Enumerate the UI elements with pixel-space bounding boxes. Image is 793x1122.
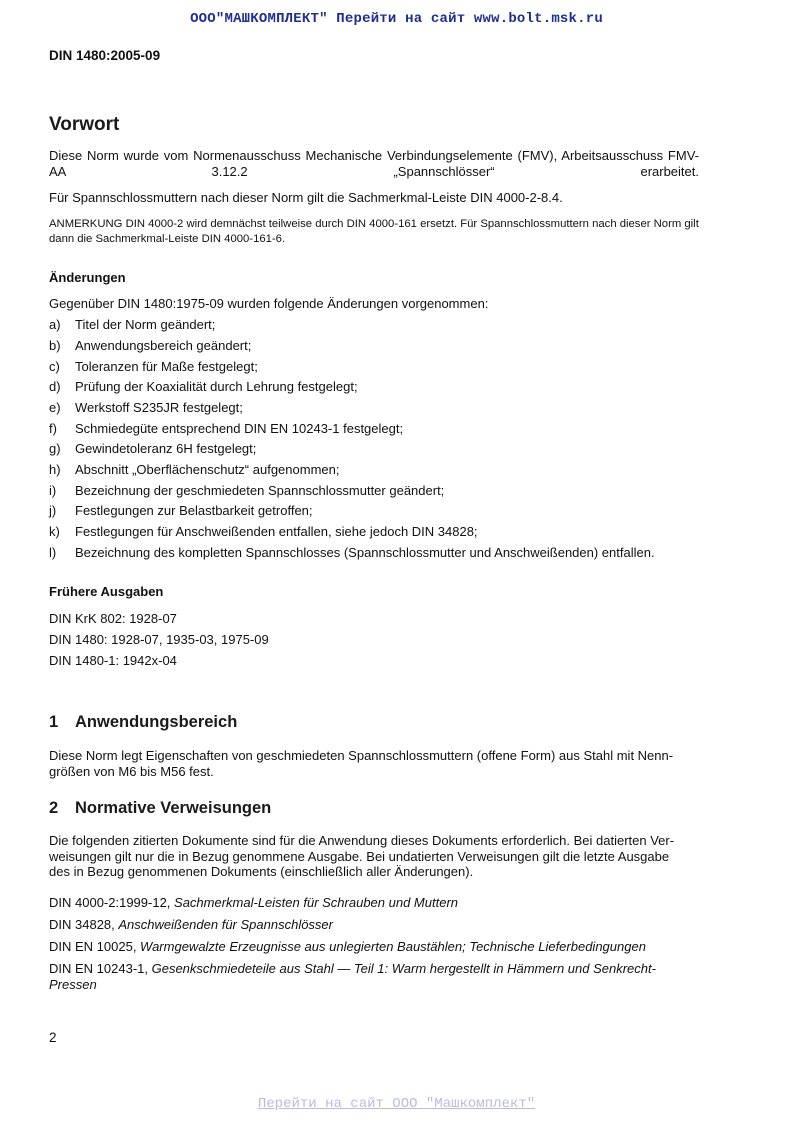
reference-id: DIN 4000-2:1999-12, [49, 895, 175, 910]
reference-title: Gesenkschmiedeteile aus Stahl — Teil 1: Warm hergestellt in Hämmern und Senkrecht-Pressen [49, 961, 656, 992]
changes-item-text: Gewindetoleranz 6H festgelegt; [75, 441, 257, 456]
changes-item-label: c) [49, 359, 60, 374]
changes-item [49, 338, 251, 354]
site-link-banner[interactable]: ООО"МАШКОМПЛЕКТ" Перейти на сайт www.bolt.msk.ru [190, 11, 603, 27]
changes-item [49, 503, 313, 519]
changes-item-label: f) [49, 421, 57, 436]
changes-item [49, 379, 358, 395]
changes-item-text: Werkstoff S235JR festgelegt; [75, 400, 243, 415]
foreword-paragraph-1: Diese Norm wurde vom Normenausschuss Mechanische Verbindungselemente (FMV), Arbeitsausschuss FMV-AA 3.12.2 „Spannschlösser“ erarbeitet. [49, 148, 699, 179]
changes-item [49, 545, 655, 561]
changes-item-label: b) [49, 338, 61, 353]
changes-item-text: Bezeichnung des kompletten Spannschlosses (Spannschlossmutter und Anschweißenden) entfallen. [75, 545, 655, 560]
normative-reference [49, 939, 699, 955]
reference-title: Warmgewalzte Erzeugnisse aus unlegierten Baustählen; Technische Lieferbedingungen [140, 939, 646, 954]
section-title: Normative Verweisungen [75, 799, 272, 817]
changes-item-label: g) [49, 441, 61, 456]
foreword-heading: Vorwort [49, 114, 120, 135]
section-2-heading [49, 799, 271, 818]
section-1-heading [49, 713, 237, 732]
foreword-paragraph-2: Für Spannschlossmuttern nach dieser Norm gilt die Sachmerkmal-Leiste DIN 4000-2-8.4. [49, 190, 563, 205]
section-title: Anwendungsbereich [75, 713, 238, 731]
section-number: 1 [49, 713, 59, 731]
changes-item [49, 400, 243, 416]
section-1-line-2: größen von M6 bis M56 fest. [49, 764, 214, 779]
earlier-edition-line: DIN 1480-1: 1942x-04 [49, 653, 177, 668]
reference-title: Sachmerkmal-Leisten für Schrauben und Muttern [174, 895, 459, 910]
section-1-line-1: Diese Norm legt Eigenschaften von geschmiedeten Spannschlossmuttern (offene Form) aus Stahl mit Nenn- [49, 748, 674, 763]
normative-reference [49, 961, 669, 993]
changes-intro: Gegenüber DIN 1480:1975-09 wurden folgende Änderungen vorgenommen: [49, 296, 489, 311]
changes-item-text: Festlegungen für Anschweißenden entfallen, siehe jedoch DIN 34828; [75, 524, 478, 539]
changes-item [49, 483, 444, 499]
changes-item [49, 462, 339, 478]
section-number: 2 [49, 799, 59, 817]
reference-id: DIN 34828, [49, 917, 119, 932]
changes-item-label: e) [49, 400, 61, 415]
normative-reference [49, 917, 699, 933]
changes-item-label: a) [49, 317, 61, 332]
changes-item [49, 317, 215, 333]
changes-item-label: l) [49, 545, 57, 560]
changes-item-label: h) [49, 462, 61, 477]
changes-heading: Änderungen [49, 270, 126, 285]
reference-title: Anschweißenden für Spannschlösser [118, 917, 333, 932]
document-id: DIN 1480:2005-09 [49, 48, 161, 63]
changes-item-label: k) [49, 524, 60, 539]
earlier-edition-line: DIN KrK 802: 1928-07 [49, 611, 177, 626]
changes-item-text: Toleranzen für Maße festgelegt; [75, 359, 258, 374]
section-2-line-3: des in Bezug genommenen Dokuments (einschließlich aller Änderungen). [49, 864, 474, 879]
section-2-line-2: weisungen gilt nur die in Bezug genommene Ausgabe. Bei undatierten Verweisungen gilt die letzte Ausgabe [49, 849, 670, 864]
earlier-edition-line: DIN 1480: 1928-07, 1935-03, 1975-09 [49, 632, 269, 647]
changes-item [49, 524, 478, 540]
changes-item [49, 421, 403, 437]
foreword-note: ANMERKUNG DIN 4000-2 wird demnächst teilweise durch DIN 4000-161 ersetzt. Für Spannschlossmuttern nach dieser Norm gilt dann die Sachmerkmal-Leiste DIN 4000-161-6. [49, 218, 699, 245]
reference-id: DIN EN 10025, [49, 939, 141, 954]
changes-item-label: i) [49, 483, 57, 498]
changes-item-label: j) [49, 503, 57, 518]
changes-item-text: Titel der Norm geändert; [75, 317, 216, 332]
site-link-footer[interactable]: Перейти на сайт ООО "Машкомплект" [257, 1096, 536, 1112]
changes-item-label: d) [49, 379, 61, 394]
changes-item-text: Anwendungsbereich geändert; [75, 338, 252, 353]
changes-item-text: Schmiedegüte entsprechend DIN EN 10243-1 festgelegt; [75, 421, 404, 436]
section-2-line-1: Die folgenden zitierten Dokumente sind für die Anwendung dieses Dokuments erforderlich. Bei datierten Ver- [49, 833, 675, 848]
normative-reference [49, 895, 699, 911]
changes-item-text: Bezeichnung der geschmiedeten Spannschlossmutter geändert; [75, 483, 445, 498]
changes-item-text: Abschnitt „Oberflächenschutz“ aufgenommen; [75, 462, 340, 477]
changes-item [49, 441, 256, 457]
changes-item-text: Festlegungen zur Belastbarkeit getroffen; [75, 503, 313, 518]
changes-item [49, 359, 258, 375]
changes-item-text: Prüfung der Koaxialität durch Lehrung festgelegt; [75, 379, 358, 394]
page-number: 2 [49, 1030, 57, 1045]
reference-id: DIN EN 10243-1, [49, 961, 152, 976]
earlier-editions-heading: Frühere Ausgaben [49, 584, 164, 599]
